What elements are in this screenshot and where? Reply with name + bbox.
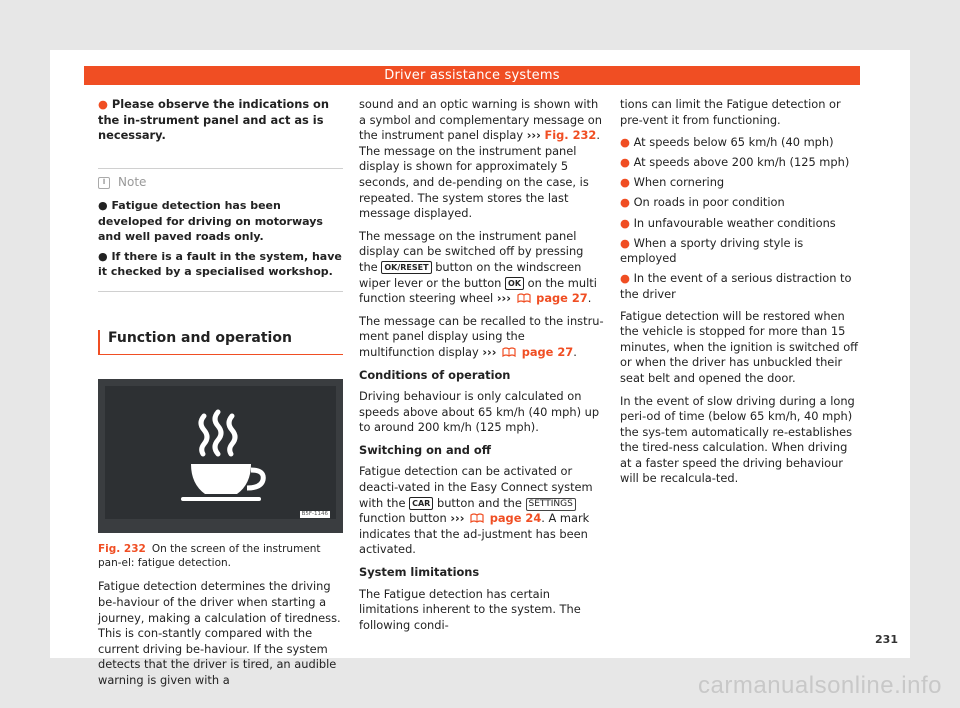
list-item: ● At speeds below 65 km/h (40 mph) bbox=[620, 135, 834, 150]
list-item: ● When a sporty driving style is employed bbox=[620, 235, 804, 266]
warning-text: Please observe the indications on the in-strument panel and act as is necessary. bbox=[98, 97, 329, 143]
page-number: 231 bbox=[875, 633, 898, 646]
column-3 bbox=[620, 97, 860, 494]
body-paragraph: tions can limit the Fatigue detection or pre-vent it from functioning. bbox=[620, 97, 841, 127]
book-icon bbox=[517, 293, 531, 303]
note-title: Note bbox=[118, 174, 147, 189]
book-icon bbox=[502, 347, 516, 357]
info-icon: i bbox=[98, 177, 110, 189]
book-icon bbox=[470, 513, 484, 523]
ok-key: OK bbox=[505, 277, 524, 290]
figure-number: Fig. 232 bbox=[98, 543, 146, 556]
page-link[interactable]: page 24 bbox=[489, 511, 542, 526]
column-2 bbox=[359, 97, 604, 640]
body-paragraph: In the event of slow driving during a long peri-od of time (below 65 km/h, 40 mph) the sys-tem automatically re-establishes the tired-ness calculation. When driving at a faster speed the driving behaviour will be recalcula-ted. bbox=[620, 393, 855, 486]
settings-key: SETTINGS bbox=[526, 498, 576, 511]
body-paragraph: Fatigue detection will be restored when the vehicle is stopped for more than 15 minutes, when the ignition is switched off or when the driver has unbuckled their seat belt and opened the door. bbox=[620, 308, 859, 385]
section-header: Driver assistance systems bbox=[84, 66, 860, 85]
figure-link[interactable]: Fig. 232 bbox=[544, 128, 597, 143]
page-link[interactable]: page 27 bbox=[536, 291, 588, 306]
warning-item bbox=[98, 97, 343, 144]
subheading: System limitations bbox=[359, 565, 480, 580]
list-item: ● In unfavourable weather conditions bbox=[620, 215, 836, 230]
body-paragraph: The message on the instrument panel display can be switched off by pressing the OK/RESET button on the windscreen wiper lever or the button OK on the multi function steering wheel ››› page 27. bbox=[359, 228, 597, 306]
body-paragraph: Driving behaviour is only calculated on speeds above about 65 km/h (40 mph) up to around 200 km/h (125 mph). bbox=[359, 389, 600, 435]
body-paragraph: sound and an optic warning is shown with a symbol and complementary message on the instrument panel display ››› Fig. 232. The message on the instrument panel display is shown for approximately 5 seconds, and de-pending on the case, is repeated. The system stores the last message displayed. bbox=[359, 97, 602, 221]
bullet-dot: ● bbox=[98, 97, 108, 111]
car-key: CAR bbox=[409, 497, 433, 510]
body-paragraph: Fatigue detection can be activated or deacti-vated in the Easy Connect system with the CAR button and the SETTINGS function button ››› page 24. A mark indicates that the ad-justment has been activated. bbox=[359, 464, 593, 557]
list-item: ● When cornering bbox=[620, 175, 725, 190]
page-link[interactable]: page 27 bbox=[521, 344, 574, 359]
figure-code: B5F-1146 bbox=[301, 511, 328, 518]
list-item: ● On roads in poor condition bbox=[620, 195, 785, 210]
note-box bbox=[98, 168, 343, 293]
subheading: Switching on and off bbox=[359, 442, 491, 457]
watermark: carmanualsonline.info bbox=[698, 672, 942, 699]
ok-reset-key: OK/RESET bbox=[381, 261, 431, 274]
subheading: Conditions of operation bbox=[359, 367, 511, 382]
figure-232 bbox=[98, 379, 343, 533]
body-paragraph: Fatigue detection determines the driving be-haviour of the driver when starting a journey, making a calculation of tiredness. This is con-stantly compared with the current driving be-haviour. If the system detects that the driver is tired, an audible warning is given with a bbox=[98, 579, 341, 687]
column-1 bbox=[98, 97, 343, 689]
note-item: ● If there is a fault in the system, have it checked by a specialised workshop. bbox=[98, 249, 342, 278]
list-item: ● At speeds above 200 km/h (125 mph) bbox=[620, 155, 850, 170]
figure-caption: Fig. 232 On the screen of the instrument pan-el: fatigue detection. bbox=[98, 543, 321, 570]
body-paragraph: The message can be recalled to the instru-ment panel display using the multifunction display ››› page 27. bbox=[359, 313, 604, 359]
coffee-cup-icon bbox=[105, 386, 336, 519]
note-item: ● Fatigue detection has been developed for driving on motorways and well paved roads only. bbox=[98, 199, 323, 244]
list-item: ● In the event of a serious distraction to the driver bbox=[620, 271, 852, 301]
section-title: Function and operation bbox=[98, 330, 343, 355]
body-paragraph: The Fatigue detection has certain limitations inherent to the system. The following condi- bbox=[359, 586, 581, 632]
